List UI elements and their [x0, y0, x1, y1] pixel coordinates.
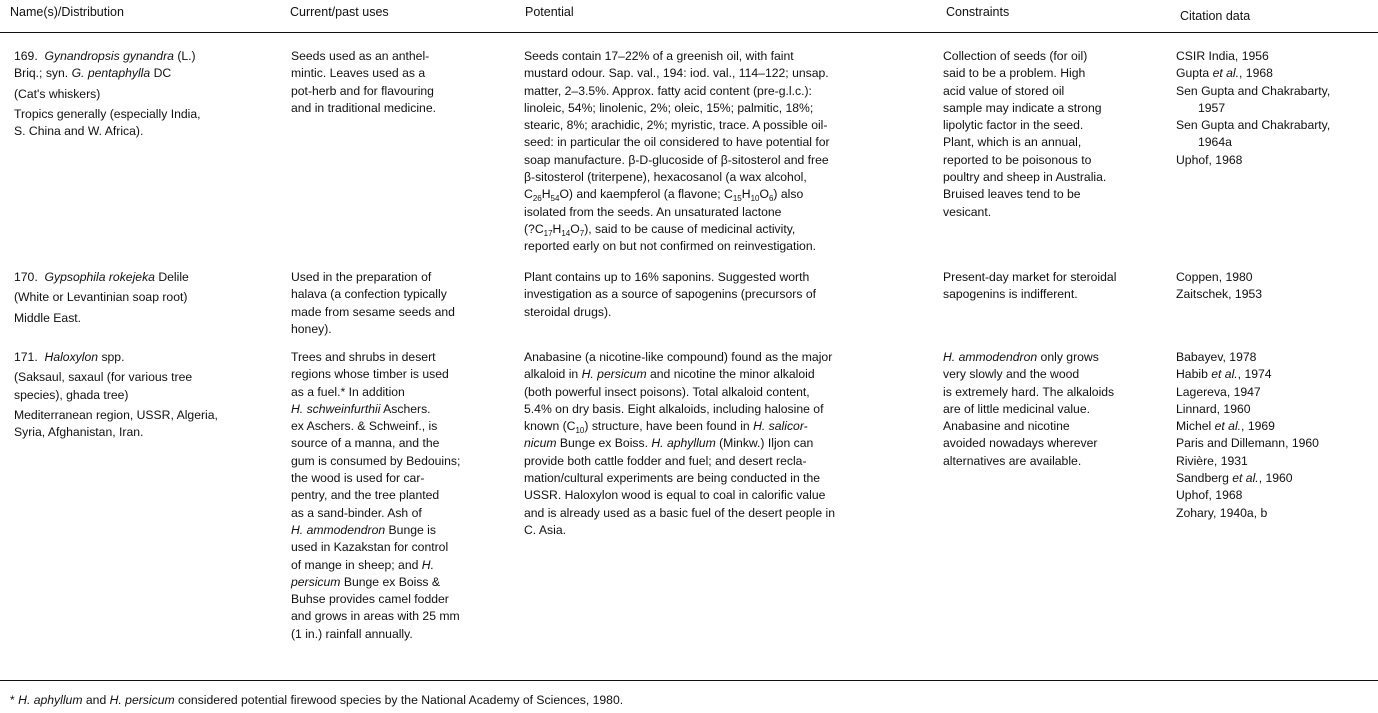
formula-line: $C_{26}H_{54}O$) and kaempferol (a flavone; $C_{15}H_{10}O_6$) also [524, 187, 804, 204]
row-170-potential [524, 269, 934, 321]
row-170-citations [1176, 269, 1376, 304]
row-171-uses [291, 349, 516, 643]
row-170-name [14, 269, 274, 327]
authority: Delile [158, 270, 189, 284]
constraints-line: poultry and sheep in Australia. [943, 170, 1107, 185]
uses-line: and grows in areas with 25 mm [291, 609, 460, 624]
species-name: Haloxylon [44, 350, 99, 364]
potential-line: soap manufacture. β-D-glucoside of β-sitosterol and free [524, 152, 829, 167]
citation: Sandberg et al., 1960 [1176, 471, 1293, 486]
footnote [10, 692, 623, 709]
constraints-line: vesicant. [943, 204, 992, 219]
citation: CSIR India, 1956 [1176, 49, 1269, 63]
footnote-species: H. persicum [109, 693, 175, 707]
uses-line: gum is consumed by Bedouins; [291, 453, 461, 468]
constraints-line: reported to be poisonous to [943, 152, 1092, 167]
citation: Linnard, 1960 [1176, 401, 1251, 416]
constraints-line: said to be a problem. High [943, 66, 1086, 81]
row-171-constraints [943, 349, 1168, 470]
constraints-line: Present-day market for steroidal [943, 270, 1117, 284]
synonym-prefix: Briq.; syn. [14, 66, 72, 81]
uses-line: H. schweinfurthii Aschers. [291, 401, 431, 416]
row-169-name [14, 48, 274, 140]
entry-number: 169. [14, 49, 38, 63]
footnote-species: H. aphyllum [18, 693, 83, 707]
constraints-line: Anabasine and nicotine [943, 419, 1070, 434]
distribution: Tropics generally (especially India, [14, 106, 201, 121]
footnote-mark: * [10, 693, 19, 707]
row-169-potential [524, 48, 934, 256]
constraints-line: acid value of stored oil [943, 83, 1065, 98]
distribution: Middle East. [14, 310, 82, 325]
uses-line: as a sand-binder. Ash of [291, 505, 422, 520]
row-169-constraints [943, 48, 1168, 221]
uses-line: pot-herb and for flavouring [291, 83, 434, 98]
uses-line: Used in the preparation of [291, 270, 432, 284]
synonym: G. pentaphylla [71, 66, 151, 81]
uses-line: ex Aschers. & Schweinf., is [291, 419, 438, 434]
potential-line: (both powerful insect poisons). Total alkaloid content, [524, 384, 810, 399]
uses-line: used in Kazakstan for control [291, 540, 449, 555]
citation: Sen Gupta and Chakrabarty, [1176, 83, 1331, 98]
potential-line: alkaloid in H. persicum and nicotine the minor alkaloid [524, 367, 815, 382]
potential-line: mustard odour. Sap. val., 194: iod. val., 114–122; unsap. [524, 66, 829, 81]
potential-line: linoleic, 54%; linolenic, 2%; oleic, 15%; palmitic, 18%; [524, 100, 814, 115]
constraints-line: Collection of seeds (for oil) [943, 49, 1088, 63]
row-169-uses [291, 48, 516, 117]
constraints-line: avoided nowadays wherever [943, 436, 1098, 451]
header-rule [0, 32, 1378, 33]
row-171-name [14, 349, 274, 441]
authority: (L.) [177, 49, 196, 63]
uses-line: the wood is used for car- [291, 471, 425, 486]
potential-line: reported early on but not confirmed on reinvestigation. [524, 239, 816, 254]
footnote-text: considered potential firewood species by the National Academy of Sciences, 1980. [174, 693, 624, 707]
citation-continuation: 1964a [1198, 135, 1232, 150]
header-name: Name(s)/Distribution [10, 5, 124, 19]
citation: Paris and Dillemann, 1960 [1176, 436, 1319, 451]
footnote-text: and [82, 693, 110, 707]
uses-line: made from sesame seeds and [291, 304, 455, 319]
constraints-line: sapogenins is indifferent. [943, 287, 1078, 302]
constraints-line: very slowly and the wood [943, 367, 1080, 382]
uses-line: regions whose timber is used [291, 367, 449, 382]
common-name: (White or Levantinian soap root) [14, 290, 188, 305]
uses-line: mintic. Leaves used as a [291, 66, 426, 81]
potential-line: Seeds contain 17–22% of a greenish oil, with faint [524, 49, 794, 63]
citation: Uphof, 1968 [1176, 152, 1243, 167]
potential-line: mation/cultural experiments are being conducted in the [524, 471, 821, 486]
potential-line: C. Asia. [524, 522, 566, 537]
row-171-potential [524, 349, 934, 539]
species-name: Gypsophila rokejeka [44, 270, 155, 284]
citation: Uphof, 1968 [1176, 488, 1243, 503]
header-constraints: Constraints [946, 5, 1010, 19]
citation: Sen Gupta and Chakrabarty, [1176, 118, 1331, 133]
uses-line: as a fuel.* In addition [291, 384, 405, 399]
uses-line: of mange in sheep; and H. [291, 557, 434, 572]
citation: Babayev, 1978 [1176, 350, 1257, 364]
citation: Gupta et al., 1968 [1176, 66, 1273, 81]
potential-line: β-sitosterol (triterpene), hexacosanol (a wax alcohol, [524, 170, 807, 185]
citation: Coppen, 1980 [1176, 270, 1253, 284]
synonym-authority: DC [153, 66, 172, 81]
row-171-citations [1176, 349, 1376, 522]
citation: Zaitschek, 1953 [1176, 287, 1263, 302]
citation: Zohary, 1940a, b [1176, 505, 1268, 520]
formula-line: $(?C_{17}H_{14}O_7)$, said to be cause of medicinal activity, [524, 221, 796, 238]
row-170-constraints [943, 269, 1168, 304]
uses-line: honey). [291, 321, 332, 336]
potential-line: stearic, 8%; arachidic, 2%; myristic, trace. A possible oil- [524, 118, 828, 133]
potential-line: steroidal drugs). [524, 304, 612, 319]
common-name: (Cat's whiskers) [14, 86, 101, 101]
header-potential: Potential [525, 5, 574, 19]
potential-line: investigation as a source of sapogenins (precursors of [524, 287, 816, 302]
potential-line: known $(C_{10})$ structure, have been found in H. salicor- [524, 419, 808, 436]
citation: Habib et al., 1974 [1176, 367, 1272, 382]
uses-line: halava (a confection typically [291, 287, 447, 302]
uses-line: and in traditional medicine. [291, 100, 436, 115]
citation: Michel et al., 1969 [1176, 419, 1275, 434]
table-bottom-rule [0, 680, 1378, 681]
citation-continuation: 1957 [1198, 100, 1226, 115]
distribution: S. China and W. Africa). [14, 124, 144, 139]
constraints-line: Plant, which is an annual, [943, 135, 1082, 150]
row-170-uses [291, 269, 516, 338]
uses-line: (1 in.) rainfall annually. [291, 626, 413, 641]
uses-line: H. ammodendron Bunge is [291, 522, 436, 537]
common-name: species), ghada tree) [14, 387, 129, 402]
uses-line: source of a manna, and the [291, 436, 440, 451]
potential-line: Anabasine (a nicotine-like compound) found as the major [524, 350, 833, 364]
constraints-line: lipolytic factor in the seed. [943, 118, 1084, 133]
constraints-line: is extremely hard. The alkaloids [943, 384, 1115, 399]
potential-line: 5.4% on dry basis. Eight alkaloids, including halosine of [524, 401, 824, 416]
header-uses: Current/past uses [290, 5, 389, 19]
entry-number: 171. [14, 350, 38, 364]
uses-line: Seeds used as an anthel- [291, 49, 430, 63]
potential-line: Plant contains up to 16% saponins. Suggested worth [524, 270, 810, 284]
constraints-line: alternatives are available. [943, 453, 1082, 468]
constraints-line: are of little medicinal value. [943, 401, 1090, 416]
constraints-line: sample may indicate a strong [943, 100, 1102, 115]
citation: Rivière, 1931 [1176, 453, 1248, 468]
authority: spp. [101, 350, 125, 364]
citation: Lagereva, 1947 [1176, 384, 1261, 399]
header-citation: Citation data [1180, 9, 1251, 23]
entry-number: 170. [14, 270, 38, 284]
uses-line: Buhse provides camel fodder [291, 592, 449, 607]
species-name: Gynandropsis gynandra [44, 49, 174, 63]
potential-line: seed: in particular the oil considered to have potential for [524, 135, 830, 150]
constraints-line: H. ammodendron only grows [943, 350, 1099, 364]
common-name: (Saksaul, saxaul (for various tree [14, 370, 193, 385]
potential-line: and is already used as a basic fuel of the desert people in [524, 505, 835, 520]
distribution: Syria, Afghanistan, Iran. [14, 425, 144, 440]
row-169-citations [1176, 48, 1376, 169]
potential-line: nicum Bunge ex Boiss. H. aphyllum (Minkw.) Iljon can [524, 436, 814, 451]
constraints-line: Bruised leaves tend to be [943, 187, 1081, 202]
distribution: Mediterranean region, USSR, Algeria, [14, 407, 218, 422]
uses-line: Trees and shrubs in desert [291, 350, 436, 364]
potential-line: matter, 2–3.5%. Approx. fatty acid content (pre-g.l.c.): [524, 83, 812, 98]
uses-line: persicum Bunge ex Boiss & [291, 574, 441, 589]
uses-line: pentry, and the tree planted [291, 488, 440, 503]
potential-line: USSR. Haloxylon wood is equal to coal in calorific value [524, 488, 826, 503]
potential-line: isolated from the seeds. An unsaturated lactone [524, 204, 782, 219]
potential-line: provide both cattle fodder and fuel; and desert recla- [524, 453, 807, 468]
